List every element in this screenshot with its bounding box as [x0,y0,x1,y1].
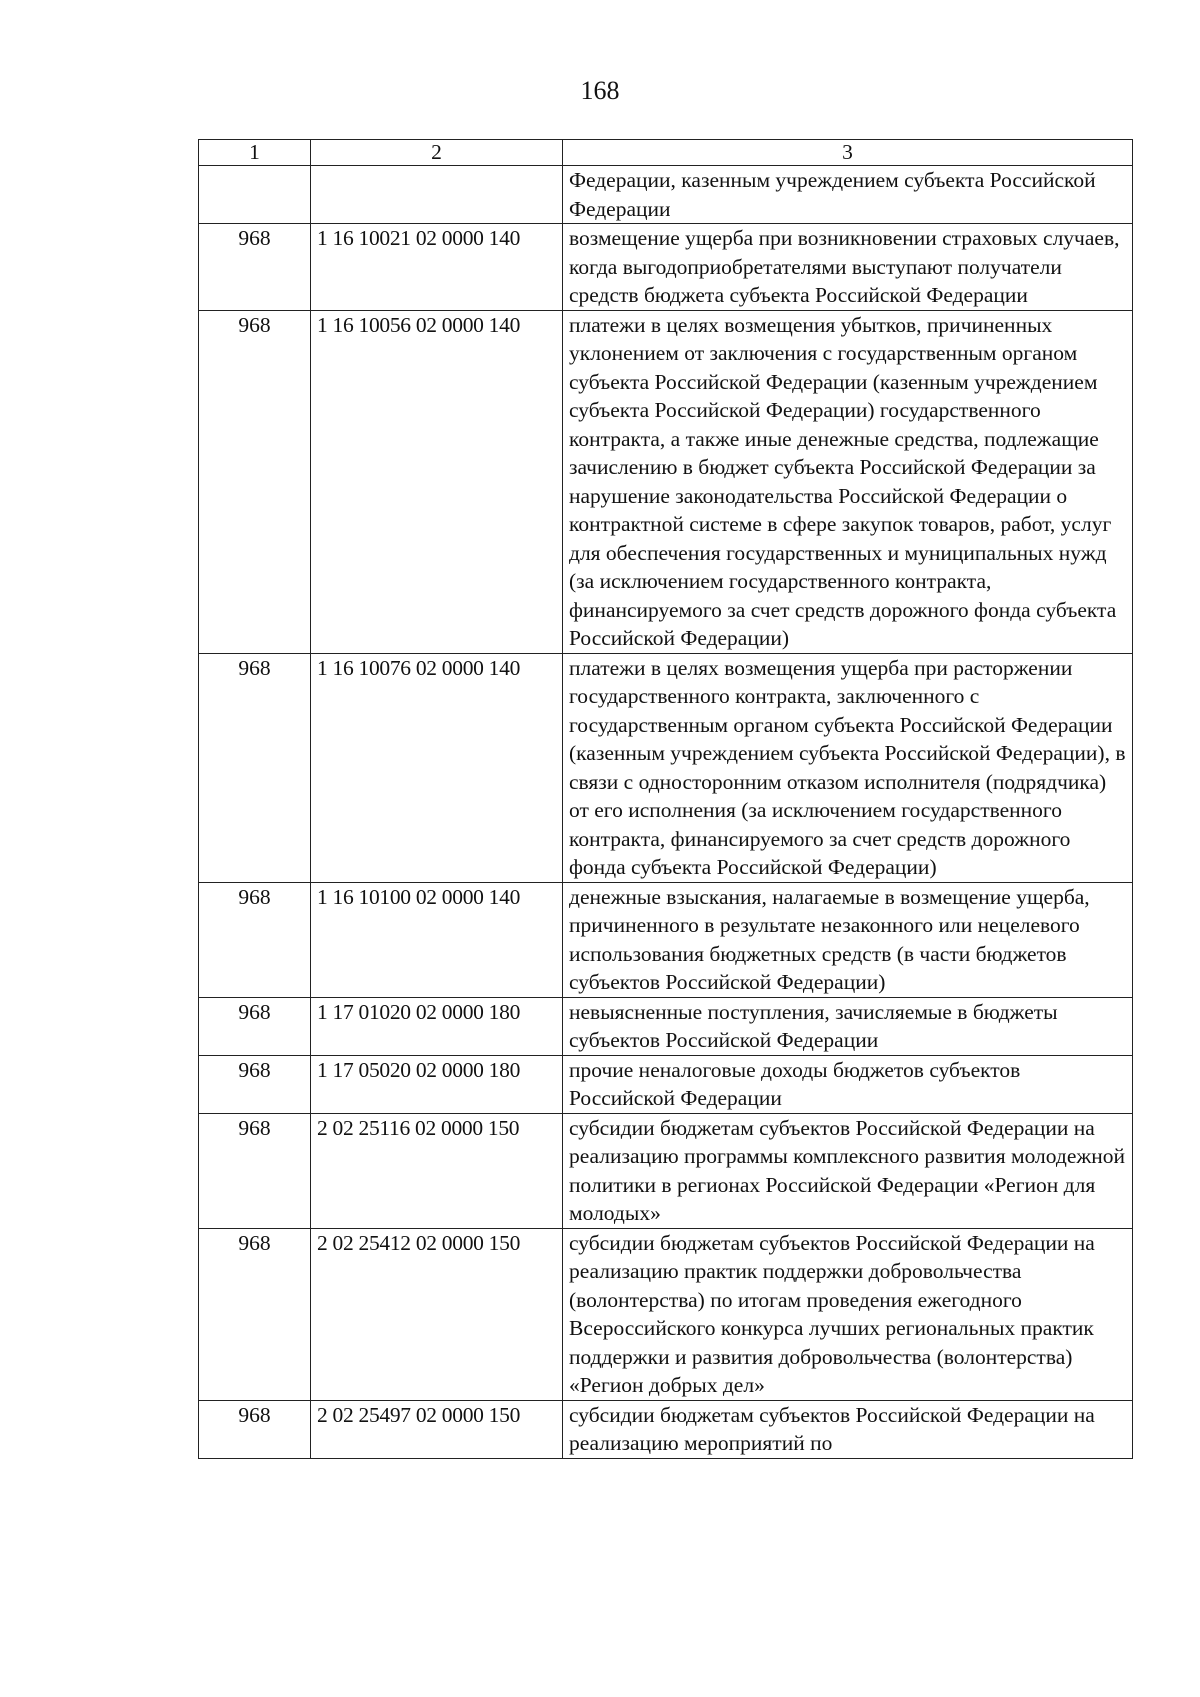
table-header-row [199,140,1133,166]
page-number: 168 [580,76,620,105]
budget-code-cell: 1 17 01020 02 0000 180 [311,997,563,1055]
description-cell: платежи в целях возмещения убытков, причиненных уклонением от заключения с государственным органом субъекта Российской Федерации (казенным учреждением субъекта Российской Федерации) государственного контракта, а также иные денежные средства, подлежащие зачислению в бюджет субъекта Российской Федерации за нарушение законодательства Российской Федерации о контрактной системе в сфере закупок товаров, работ, услуг для обеспечения государственных и муниципальных нужд (за исключением государственного контракта, финансируемого за счет средств дорожного фонда субъекта Российской Федерации) [563,310,1133,653]
budget-code-cell: 1 16 10056 02 0000 140 [311,310,563,653]
description-cell: возмещение ущерба при возникновении страховых случаев, когда выгодоприобретателями выступают получатели средств бюджета субъекта Российской Федерации [563,224,1133,311]
admin-code-cell: 968 [199,1113,311,1228]
admin-code-cell: 968 [199,653,311,882]
budget-code-cell: 2 02 25116 02 0000 150 [311,1113,563,1228]
budget-code-cell: 2 02 25497 02 0000 150 [311,1400,563,1458]
description-cell: прочие неналоговые доходы бюджетов субъектов Российской Федерации [563,1055,1133,1113]
admin-code-cell [199,166,311,224]
table-row [199,653,1133,882]
description-cell: субсидии бюджетам субъектов Российской Федерации на реализацию программы комплексного развития молодежной политики в регионах Российской Федерации «Регион для молодых» [563,1113,1133,1228]
admin-code-cell: 968 [199,1055,311,1113]
column-header-2: 2 [311,140,563,166]
table-row [199,997,1133,1055]
budget-code-cell: 1 16 10100 02 0000 140 [311,882,563,997]
column-header-1: 1 [199,140,311,166]
description-cell: Федерации, казенным учреждением субъекта Российской Федерации [563,166,1133,224]
table-row [199,882,1133,997]
admin-code-cell: 968 [199,882,311,997]
description-cell: субсидии бюджетам субъектов Российской Федерации на реализацию практик поддержки добровольчества (волонтерства) по итогам проведения ежегодного Всероссийского конкурса лучших региональных практик поддержки и развития добровольчества (волонтерства) «Регион добрых дел» [563,1228,1133,1400]
budget-codes-table [198,139,1133,1459]
description-cell: субсидии бюджетам субъектов Российской Федерации на реализацию мероприятий по [563,1400,1133,1458]
budget-code-cell: 1 17 05020 02 0000 180 [311,1055,563,1113]
admin-code-cell: 968 [199,1228,311,1400]
table-row [199,224,1133,311]
description-cell: денежные взыскания, налагаемые в возмещение ущерба, причиненного в результате незаконного или нецелевого использования бюджетных средств (в части бюджетов субъектов Российской Федерации) [563,882,1133,997]
column-header-3: 3 [563,140,1133,166]
admin-code-cell: 968 [199,224,311,311]
description-cell: невыясненные поступления, зачисляемые в бюджеты субъектов Российской Федерации [563,997,1133,1055]
budget-code-cell: 1 16 10076 02 0000 140 [311,653,563,882]
admin-code-cell: 968 [199,310,311,653]
budget-code-cell: 1 16 10021 02 0000 140 [311,224,563,311]
table-row [199,1113,1133,1228]
budget-code-cell: 2 02 25412 02 0000 150 [311,1228,563,1400]
table-row [199,310,1133,653]
table-row [199,1228,1133,1400]
table-row [199,1400,1133,1458]
admin-code-cell: 968 [199,997,311,1055]
description-cell: платежи в целях возмещения ущерба при расторжении государственного контракта, заключенного с государственным органом субъекта Российской Федерации (казенным учреждением субъекта Российской Федерации), в связи с односторонним отказом исполнителя (подрядчика) от его исполнения (за исключением государственного контракта, финансируемого за счет средств дорожного фонда субъекта Российской Федерации) [563,653,1133,882]
admin-code-cell: 968 [199,1400,311,1458]
table-row [199,1055,1133,1113]
table-row [199,166,1133,224]
budget-code-cell [311,166,563,224]
